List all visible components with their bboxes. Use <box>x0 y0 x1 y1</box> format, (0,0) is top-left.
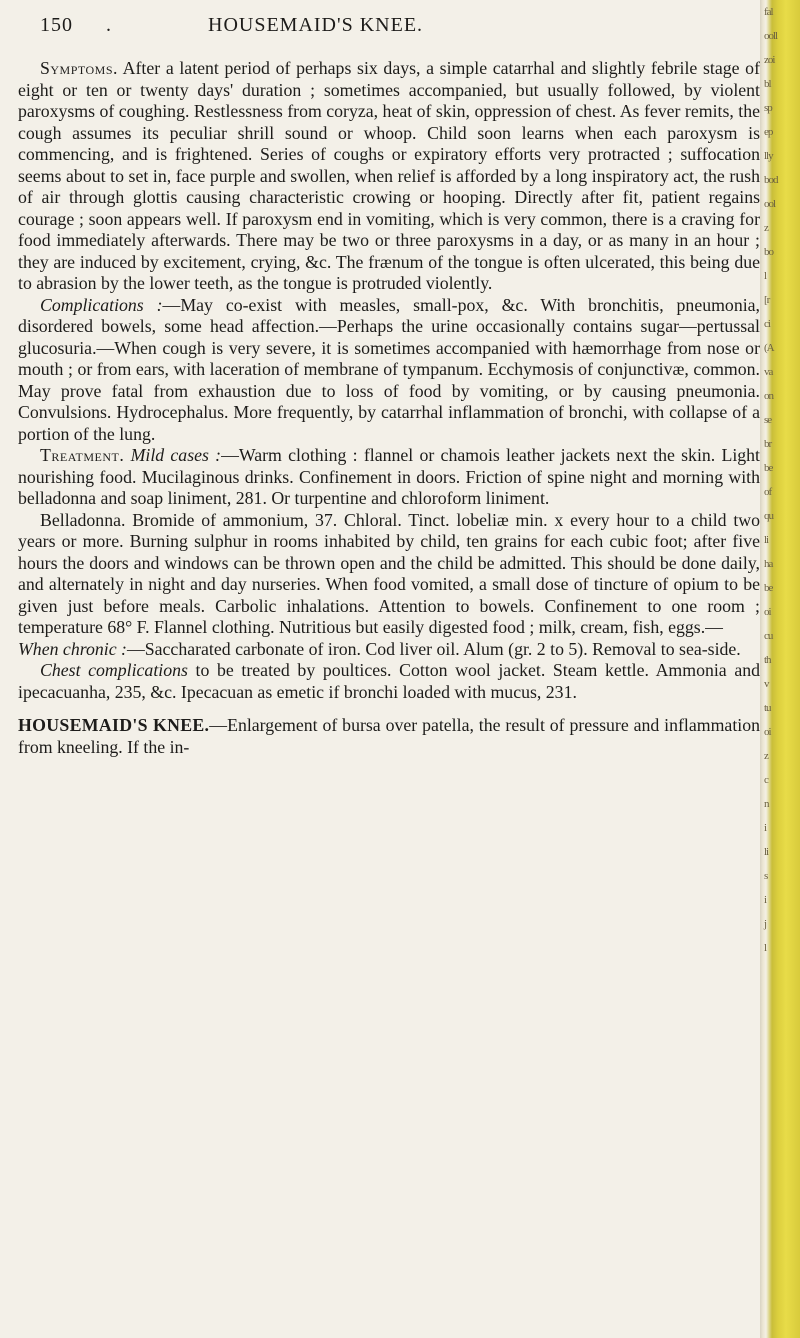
margin-fragment: i <box>764 822 767 834</box>
margin-fragment: th <box>764 654 771 666</box>
chronic-text: —Saccharated carbonate of iron. Cod liver oil. Alum (gr. 2 to 5). Removal to sea-side. <box>126 638 741 659</box>
margin-fragment: ooll <box>764 30 778 42</box>
chronic-heading: When chronic : <box>18 638 127 659</box>
margin-fragment: n <box>764 798 769 810</box>
margin-fragment: li <box>764 534 769 546</box>
running-header <box>40 8 740 48</box>
facing-page-edge <box>760 0 800 1338</box>
mild-cases-heading: Mild cases : <box>130 445 222 465</box>
running-title: HOUSEMAID'S KNEE. <box>208 14 424 36</box>
margin-fragment: oi <box>764 726 771 738</box>
margin-fragment: fal <box>764 6 773 18</box>
margin-fragment: ha <box>764 558 773 570</box>
margin-fragment: zoi <box>764 54 775 66</box>
page-number <box>40 14 73 37</box>
margin-fragment: of <box>764 486 772 498</box>
symptoms-text: After a latent period of perhaps six days, a simple catarrhal and slightly febrile stage of eight or ten or twenty days' duration ; sometimes accompanied, but usually followed, by violent paroxysms of coughing. Restlessness from coryza, heat of skin, oppression of chest. As fever remits, the cough assumes its peculiar shrill sound or whoop. Child soon learns when each paroxysm is commencing, and is frightened. Series of coughs or expiratory efforts very protracted ; suffocation seems about to set in, face purple and swollen, when relief is afforded by a long inspiratory act, the rush of air through glottis causing characteristic crowing or hooping. Directly after fit, patient regains courage ; soon appears well. If paroxysm end in vomiting, which is very common, there is a craving for food immediately afterwards. There may be two or three paroxysms in a day, or as many in an hour ; they are induced by excitement, crying, &c. The frænum of the tongue is often ulcerated, this being due to abrasion by the lower teeth, as the tongue is protruded violently. <box>18 58 760 293</box>
margin-fragment: s <box>764 870 768 882</box>
margin-fragment: bl <box>764 78 771 90</box>
margin-fragment: z <box>764 750 768 762</box>
margin-fragment: ep <box>764 126 773 138</box>
margin-fragment: ci <box>764 318 770 330</box>
paragraph-symptoms <box>18 58 760 295</box>
margin-fragment: qu <box>764 510 773 522</box>
margin-fragment: oi <box>764 606 771 618</box>
treatment-text: —Warm clothing : flannel or chamois leather jackets next the skin. Light nourishing food. Mucilaginous drinks. Confinement in doors. Friction of spine night and morning with belladonna and soap liniment, 281. Or turpentine and chloroform liniment. <box>18 445 761 508</box>
paragraph-chest <box>18 660 760 703</box>
complications-text: —May co-exist with measles, small-pox, &c. With bronchitis, pneumonia, disordered bowels, some head affection.—Perhaps the urine occasionally contains sugar—pertussal glucosuria.—When cough is very severe, it is sometimes accompanied with hæmorrhage from nose or mouth ; or from ears, with laceration of membrane of tympanum. Ecchymosis of conjunctivæ, common. May prove fatal from exhaustion due to loss of food by vomiting, or by causing pneumonia. Convulsions. Hydrocephalus. More frequently, by catarrhal inflammation of bronchi, with collapse of a portion of the lung. <box>18 294 760 444</box>
header-separator: . <box>106 14 112 36</box>
margin-fragment: li <box>764 846 769 858</box>
complications-heading: Complications : <box>40 294 163 315</box>
housemaids-knee-text: —Enlargement of bursa over patella, the result of pressure and inflammation from kneeling. If the in- <box>18 715 760 757</box>
margin-fragment: ool <box>764 198 776 210</box>
margin-fragment: i <box>764 894 767 906</box>
margin-fragment: br <box>764 438 772 450</box>
margin-fragment: c <box>764 774 768 786</box>
paragraph-housemaids-knee <box>18 715 760 758</box>
margin-fragment: sp <box>764 102 772 114</box>
margin-fragment: (A <box>764 342 774 354</box>
symptoms-heading: Symptoms. <box>40 58 118 78</box>
section-gap <box>18 703 760 715</box>
margin-fragment: j <box>764 918 767 930</box>
margin-fragment: v <box>764 678 769 690</box>
margin-fragment: lly <box>764 150 773 162</box>
margin-fragment: [r <box>764 294 770 306</box>
paragraph-complications <box>18 295 760 446</box>
paragraph-chronic <box>18 639 760 661</box>
page-number-text: 150 <box>40 14 73 36</box>
margin-fragment: be <box>764 582 773 594</box>
housemaids-knee-heading: HOUSEMAID'S KNEE. <box>18 715 210 735</box>
treatment-heading: Treatment. <box>40 445 125 465</box>
margin-fragment: bod <box>764 174 778 186</box>
chest-heading: Chest complications <box>40 660 188 680</box>
paragraph-remedies <box>18 510 760 639</box>
body-text <box>18 58 760 758</box>
margin-fragment: l <box>764 270 767 282</box>
margin-fragment: tu <box>764 702 771 714</box>
facing-page-fragments <box>764 0 776 1338</box>
margin-fragment: l <box>764 942 767 954</box>
margin-fragment: on <box>764 390 773 402</box>
margin-fragment: cu <box>764 630 773 642</box>
margin-fragment: z <box>764 222 768 234</box>
margin-fragment: va <box>764 366 773 378</box>
margin-fragment: bo <box>764 246 773 258</box>
remedies-text: Belladonna. Bromide of ammonium, 37. Chloral. Tinct. lobeliæ min. x every hour to a child two years or more. Burning sulphur in rooms inhabited by child, ten grains for each cubic foot; after five hours the doors and windows can be thrown open and the child be admitted. This should be done daily, and alternately in night and day nurseries. When food vomited, a small dose of tincture of opium to be given just before meals. Carbolic inhalations. Attention to bowels. Confinement to one room ; temperature 68° F. Flannel clothing. Nutritious but easily digested food ; milk, cream, fish, eggs.— <box>18 509 760 637</box>
margin-fragment: se <box>764 414 772 426</box>
margin-fragment: be <box>764 462 773 474</box>
paragraph-treatment <box>18 445 760 510</box>
chest-text: to be treated by poultices. Cotton wool jacket. Steam kettle. Ammonia and ipecacuanha, 235, &c. Ipecacuan as emetic if bronchi loaded with mucus, 231. <box>18 660 760 702</box>
